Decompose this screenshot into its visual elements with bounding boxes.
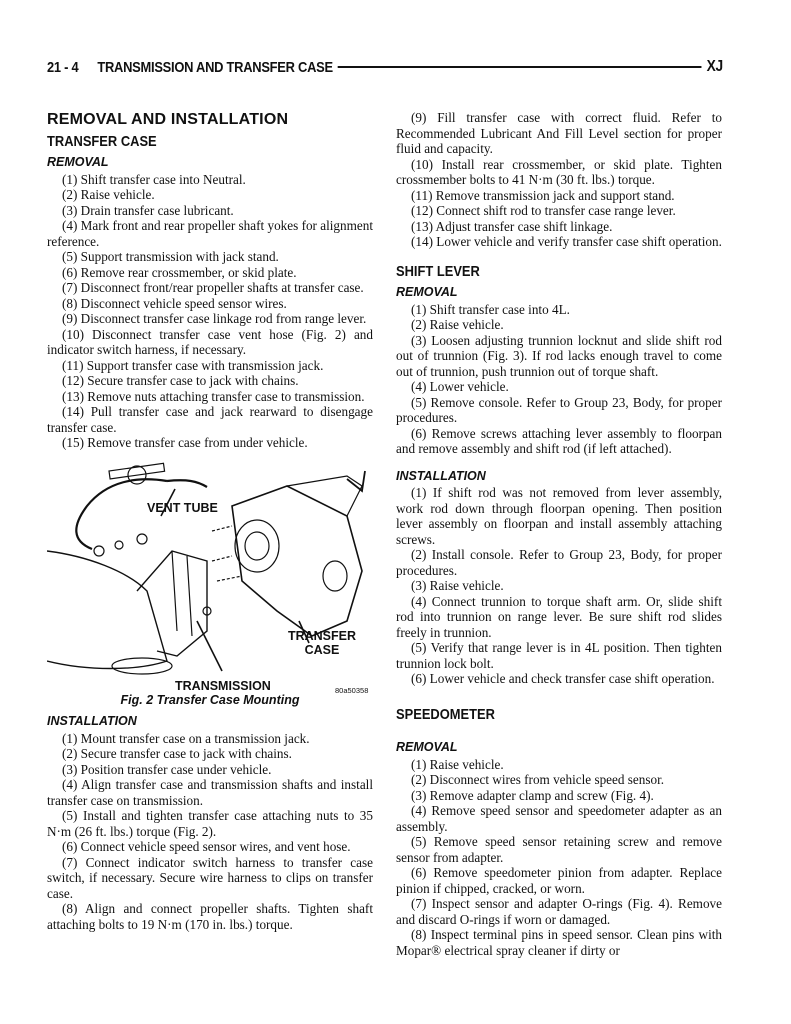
vent-plug bbox=[137, 534, 147, 544]
step: (3) Raise vehicle. bbox=[411, 578, 504, 593]
transfer-case-mounting-illustration bbox=[47, 461, 373, 693]
step: (4) Connect trunnion to torque shaft arm. Or, slide shift rod into trunnion on range lever. Be sure shift rod slides freely in trunnion. bbox=[396, 593, 722, 640]
step: (1) Shift transfer case into Neutral. bbox=[62, 171, 246, 187]
step: (2) Disconnect wires from vehicle speed sensor. bbox=[411, 772, 665, 787]
step: (14) Lower vehicle and verify transfer case shift operation. bbox=[411, 234, 722, 249]
step: (8) Align and connect propeller shafts. Tighten shaft attaching bolts to 19 N·m (170 in. lbs.) torque. bbox=[47, 901, 373, 932]
step: (6) Lower vehicle and check transfer case shift operation. bbox=[411, 671, 715, 686]
step: (4) Align transfer case and transmission shafts and install transfer case on transmission. bbox=[47, 777, 373, 808]
main-heading: REMOVAL AND INSTALLATION bbox=[47, 111, 289, 128]
step: (7) Disconnect front/rear propeller shafts at transfer case. bbox=[62, 280, 364, 295]
speedometer-removal-steps bbox=[396, 757, 722, 959]
figure-caption: Fig. 2 Transfer Case Mounting bbox=[120, 692, 300, 707]
vent-fitting bbox=[94, 546, 104, 556]
step: (6) Remove speedometer pinion from adapter. Replace pinion if chipped, cracked, or worn. bbox=[396, 865, 722, 896]
step: (8) Inspect terminal pins in speed sensor. Clean pins with Mopar® electrical spray cleaner if dirty or bbox=[396, 927, 722, 958]
section-title: TRANSMISSION AND TRANSFER CASE bbox=[97, 58, 333, 76]
shift-lever-removal-steps bbox=[396, 302, 722, 457]
step: (6) Remove rear crossmember, or skid plate. bbox=[62, 264, 297, 280]
step: (1) Shift transfer case into 4L. bbox=[411, 301, 570, 317]
transfer-case-removal-steps bbox=[47, 172, 373, 451]
step: (10) Disconnect transfer case vent hose (Fig. 2) and indicator switch harness, if necessary. bbox=[47, 326, 373, 357]
label-vent-tube: VENT TUBE bbox=[147, 500, 218, 515]
step: (11) Remove transmission jack and support stand. bbox=[411, 187, 675, 203]
step: (1) Raise vehicle. bbox=[411, 756, 504, 772]
transfer-case-heading: TRANSFER CASE bbox=[47, 132, 157, 150]
figure-transfer-case-mounting bbox=[47, 461, 373, 693]
step: (2) Install console. Refer to Group 23, Body, for proper procedures. bbox=[396, 547, 722, 578]
vent-nut bbox=[115, 541, 123, 549]
step: (13) Adjust transfer case shift linkage. bbox=[411, 218, 613, 234]
step: (5) Remove speed sensor retaining screw and remove sensor from adapter. bbox=[396, 834, 722, 865]
removal-heading: REMOVAL bbox=[47, 155, 109, 169]
speedometer-removal-heading: REMOVAL bbox=[396, 740, 458, 754]
step: (14) Pull transfer case and jack rearward to disengage transfer case. bbox=[47, 404, 373, 435]
step: (3) Drain transfer case lubricant. bbox=[62, 202, 234, 218]
step: (2) Raise vehicle. bbox=[62, 187, 155, 202]
transfer-case-body bbox=[232, 486, 362, 636]
step: (4) Mark front and rear propeller shaft yokes for alignment reference. bbox=[47, 218, 373, 249]
running-head bbox=[47, 56, 723, 78]
step: (7) Connect indicator switch harness to transfer case switch, if necessary. Secure wire harness to clips on transfer case. bbox=[47, 854, 373, 901]
step: (12) Connect shift rod to transfer case range lever. bbox=[411, 203, 676, 218]
step: (6) Connect vehicle speed sensor wires, and vent hose. bbox=[62, 839, 351, 854]
step: (5) Install and tighten transfer case attaching nuts to 35 N·m (26 ft. lbs.) torque (Fig. 2). bbox=[47, 808, 373, 839]
range-lever-boss bbox=[323, 561, 347, 591]
step: (11) Support transfer case with transmission jack. bbox=[62, 357, 324, 373]
step: (1) If shift rod was not removed from lever assembly, work rod down through floorpan opening. Then position lever assembly on floorpan and install assembly attaching screws. bbox=[396, 485, 722, 547]
transmission-extension-housing bbox=[137, 551, 207, 656]
step: (10) Install rear crossmember, or skid plate. Tighten crossmember bolts to 41 N·m (30 ft. lbs.) torque. bbox=[396, 156, 722, 187]
step: (9) Disconnect transfer case linkage rod from range lever. bbox=[62, 311, 367, 326]
step: (7) Inspect sensor and adapter O-rings (Fig. 4). Remove and discard O-rings if worn or damaged. bbox=[396, 896, 722, 927]
label-transfer-case: TRANSFER CASE bbox=[287, 628, 357, 657]
step: (2) Raise vehicle. bbox=[411, 317, 504, 332]
page-number: 21 - 4 bbox=[47, 58, 79, 76]
step: (4) Remove speed sensor and speedometer adapter as an assembly. bbox=[396, 803, 722, 834]
installation-heading: INSTALLATION bbox=[47, 714, 137, 728]
right-column bbox=[396, 110, 722, 958]
step: (1) Mount transfer case on a transmission jack. bbox=[62, 730, 310, 746]
step: (2) Secure transfer case to jack with chains. bbox=[62, 746, 292, 761]
figure-id: 80a50358 bbox=[335, 685, 369, 695]
shift-lever-installation-steps bbox=[396, 485, 722, 687]
shift-lever-installation-heading: INSTALLATION bbox=[396, 468, 486, 483]
step: (6) Remove screws attaching lever assembly to floorpan and remove assembly and shift rod (if left attached). bbox=[396, 425, 722, 456]
step: (9) Fill transfer case with correct fluid. Refer to Recommended Lubricant And Fill Level section for proper fluid and capacity. bbox=[396, 110, 722, 156]
transmission-bellhousing bbox=[47, 551, 167, 669]
step: (15) Remove transfer case from under vehicle. bbox=[62, 435, 308, 450]
label-transmission: TRANSMISSION bbox=[175, 678, 271, 693]
input-bore bbox=[235, 520, 279, 572]
left-column bbox=[47, 108, 373, 932]
vehicle-code: XJ bbox=[706, 58, 723, 75]
transfer-case-installation-continued bbox=[396, 110, 722, 250]
header-rule bbox=[338, 66, 701, 68]
transfer-case-installation-steps bbox=[47, 731, 373, 933]
speedometer-heading: SPEEDOMETER bbox=[396, 705, 495, 723]
shift-lever-removal-heading: REMOVAL bbox=[396, 285, 458, 299]
step: (3) Remove adapter clamp and screw (Fig. 4). bbox=[411, 787, 654, 803]
step: (4) Lower vehicle. bbox=[411, 379, 509, 394]
step: (3) Position transfer case under vehicle. bbox=[62, 761, 272, 777]
shift-lever-heading: SHIFT LEVER bbox=[396, 262, 480, 280]
step: (5) Support transmission with jack stand. bbox=[62, 249, 279, 264]
step: (5) Verify that range lever is in 4L position. Then tighten trunnion lock bolt. bbox=[396, 640, 722, 671]
step: (8) Disconnect vehicle speed sensor wires. bbox=[62, 295, 287, 311]
step: (12) Secure transfer case to jack with chains. bbox=[62, 373, 299, 388]
step: (3) Loosen adjusting trunnion locknut and slide shift rod out of trunnion (Fig. 3). If rod lacks enough travel to come out of trunnion, push trunnion out of torque shaft. bbox=[396, 332, 722, 379]
step: (13) Remove nuts attaching transfer case to transmission. bbox=[62, 388, 365, 404]
step: (5) Remove console. Refer to Group 23, Body, for proper procedures. bbox=[396, 394, 722, 425]
